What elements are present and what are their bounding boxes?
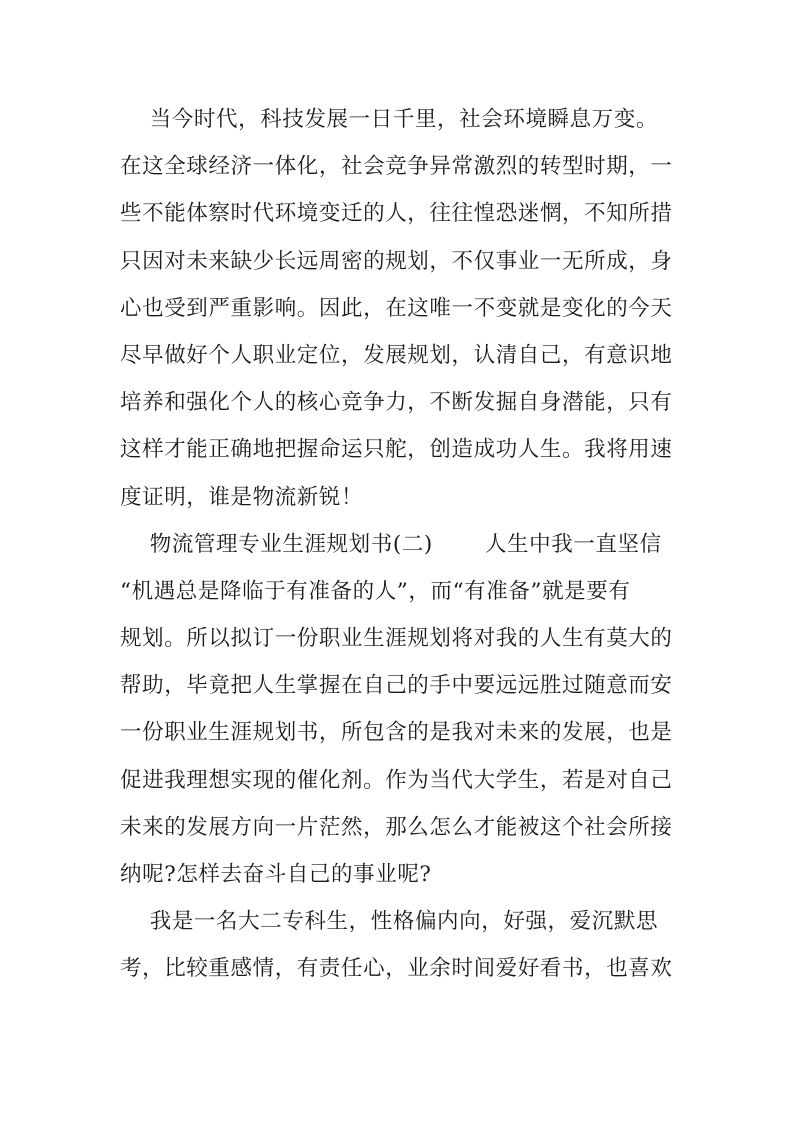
text-line: 当今时代，科技发展一日千里，社会环境瞬息万变。: [120, 107, 659, 132]
text-line: 心也受到严重影响。因此，在这唯一不变就是变化的今天: [120, 295, 673, 321]
text-line: 规划。所以拟订一份职业生涯规划将对我的人生有莫大的: [120, 626, 673, 652]
text-line: 物流管理专业生涯规划书(二) 人生中我一直坚信: [120, 531, 662, 557]
paragraph-2: [120, 521, 690, 899]
text-line: 促进我理想实现的催化剂。作为当代大学生，若是对自己: [120, 767, 673, 793]
text-line: 只因对未来缺少长远周密的规划，不仅事业一无所成，身: [120, 248, 673, 274]
text-line: 帮助，毕竟把人生掌握在自己的手中要远远胜过随意而安: [120, 673, 673, 699]
text-line: “机遇总是降临于有准备的人”，而“有准备”就是要有: [120, 578, 631, 604]
text-line: 我是一名大二专科生，性格偏内向，好强，爱沉默思: [120, 909, 659, 935]
paragraph-1: [120, 96, 690, 521]
text-line: 未来的发展方向一片茫然，那么怎么才能被这个社会所接: [120, 814, 673, 840]
text-line: 这样才能正确地把握命运只舵，创造成功人生。我将用速: [120, 437, 673, 463]
text-line: 一份职业生涯规划书，所包含的是我对未来的发展，也是: [120, 720, 673, 746]
text-line: 纳呢?怎样去奋斗自己的事业呢?: [120, 862, 432, 887]
text-line: 培养和强化个人的核心竞争力，不断发掘自身潜能，只有: [120, 390, 673, 416]
text-line: 在这全球经济一体化，社会竞争异常激烈的转型时期，一: [120, 154, 673, 180]
text-line: 度证明，谁是物流新锐！: [120, 484, 364, 510]
document-body: [120, 96, 690, 993]
text-line: 考，比较重感情，有责任心，业余时间爱好看书，也喜欢: [120, 956, 673, 982]
paragraph-3: [120, 898, 690, 992]
text-line: 尽早做好个人职业定位，发展规划，认清自己，有意识地: [120, 342, 673, 368]
text-line: 些不能体察时代环境变迁的人，往往惶恐迷惘，不知所措: [120, 201, 673, 227]
